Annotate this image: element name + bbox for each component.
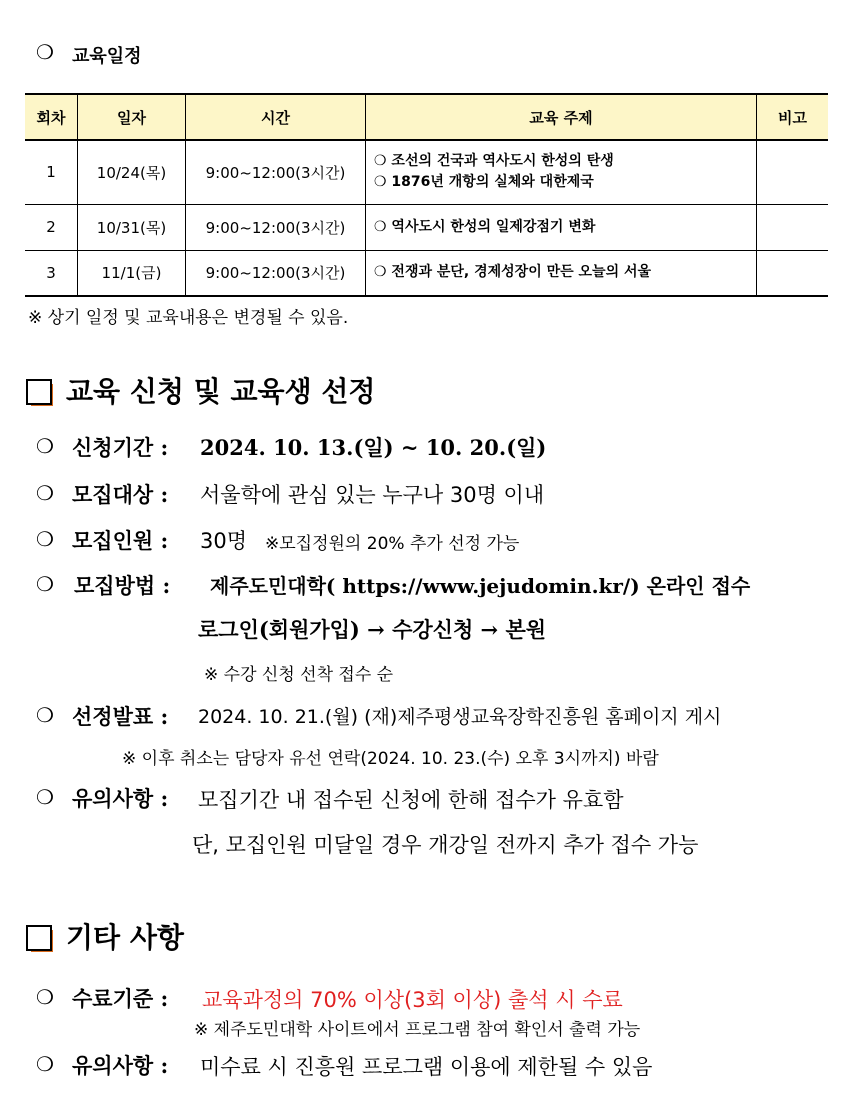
bullet-circle: ❍ <box>36 40 54 64</box>
announce-note: ※ 이후 취소는 담당자 유선 연락(2024. 10. 23.(수) 오후 3시까지) 바람 <box>122 749 659 769</box>
row-no: 1 <box>25 140 78 204</box>
topic-line: ❍ 역사도시 한성의 일제강점기 변화 <box>374 218 596 235</box>
table-header-row <box>25 94 828 140</box>
bullet-circle: ❍ <box>36 785 54 809</box>
schedule-footnote: ※ 상기 일정 및 교육내용은 변경될 수 있음. <box>28 308 349 328</box>
row-time: 9:00~12:00(3시간) <box>186 140 366 204</box>
table-row <box>25 140 828 204</box>
etc-section-title: 기타 사항 <box>66 921 184 954</box>
header-time: 시간 <box>186 94 366 140</box>
row-topic <box>366 250 757 296</box>
caution-value-line2: 단, 모집인원 미달일 경우 개강일 전까지 추가 접수 가능 <box>192 833 699 857</box>
complete-value: 교육과정의 70% 이상(3회 이상) 출석 시 수료 <box>202 988 623 1012</box>
topic-line: ❍ 전쟁과 분단, 경제성장이 만든 오늘의 서울 <box>374 264 652 281</box>
table-row <box>25 204 828 250</box>
bullet-circle: ❍ <box>36 481 54 505</box>
caution-label: 유의사항 : <box>72 786 169 811</box>
row-date: 10/24(목) <box>78 140 186 204</box>
bullet-circle: ❍ <box>36 434 54 458</box>
method-note: ※ 수강 신청 선착 접수 순 <box>204 665 394 685</box>
header-note: 비고 <box>757 94 829 140</box>
target-value: 서울학에 관심 있는 누구나 30명 이내 <box>200 483 545 507</box>
caution-value-line1: 모집기간 내 접수된 신청에 한해 접수가 유효함 <box>198 788 624 812</box>
period-value: 2024. 10. 13.(일) ~ 10. 20.(일) <box>200 435 547 460</box>
topic-line: ❍ 조선의 건국과 역사도시 한성의 탄생 <box>374 153 614 170</box>
row-note <box>757 250 829 296</box>
method-label: 모집방법 : <box>74 573 171 598</box>
row-note <box>757 140 829 204</box>
count-note: ※모집정원의 20% 추가 선정 가능 <box>265 534 520 554</box>
etc-caution-value: 미수료 시 진흥원 프로그램 이용에 제한될 수 있음 <box>200 1055 653 1079</box>
bullet-circle: ❍ <box>36 527 54 551</box>
row-note <box>757 204 829 250</box>
complete-note: ※ 제주도민대학 사이트에서 프로그램 참여 확인서 출력 가능 <box>194 1020 641 1040</box>
bullet-circle: ❍ <box>36 985 54 1009</box>
row-time: 9:00~12:00(3시간) <box>186 204 366 250</box>
bullet-circle: ❍ <box>36 1052 54 1076</box>
apply-section-title: 교육 신청 및 교육생 선정 <box>66 375 376 408</box>
heading-box-icon <box>26 379 52 405</box>
count-value: 30명 <box>200 529 248 553</box>
row-date: 11/1(금) <box>78 250 186 296</box>
complete-label: 수료기준 : <box>72 986 169 1011</box>
method-value-line2: 로그인(회원가입) → 수강신청 → 본원 <box>198 617 547 642</box>
row-no: 3 <box>25 250 78 296</box>
header-date: 일자 <box>78 94 186 140</box>
table-row <box>25 250 828 296</box>
row-topic <box>366 140 757 204</box>
heading-box-icon <box>26 925 52 951</box>
schedule-title: 교육일정 <box>72 46 142 67</box>
topic-line: ❍ 1876년 개항의 실체와 대한제국 <box>374 174 594 191</box>
method-value-line1: 제주도민대학( https://www.jejudomin.kr/) 온라인 접수 <box>210 574 751 598</box>
target-label: 모집대상 : <box>72 482 169 507</box>
row-topic <box>366 204 757 250</box>
bullet-circle: ❍ <box>36 572 54 596</box>
announce-label: 선정발표 : <box>72 704 169 729</box>
period-label: 신청기간 : <box>72 435 169 460</box>
count-label: 모집인원 : <box>72 528 169 553</box>
etc-caution-label: 유의사항 : <box>72 1053 169 1078</box>
row-time: 9:00~12:00(3시간) <box>186 250 366 296</box>
row-no: 2 <box>25 204 78 250</box>
header-round: 회차 <box>25 94 78 140</box>
announce-value: 2024. 10. 21.(월) (재)제주평생교육장학진흥원 홈페이지 게시 <box>198 706 722 728</box>
schedule-table <box>25 93 828 297</box>
row-date: 10/31(목) <box>78 204 186 250</box>
bullet-circle: ❍ <box>36 703 54 727</box>
header-topic: 교육 주제 <box>366 94 757 140</box>
